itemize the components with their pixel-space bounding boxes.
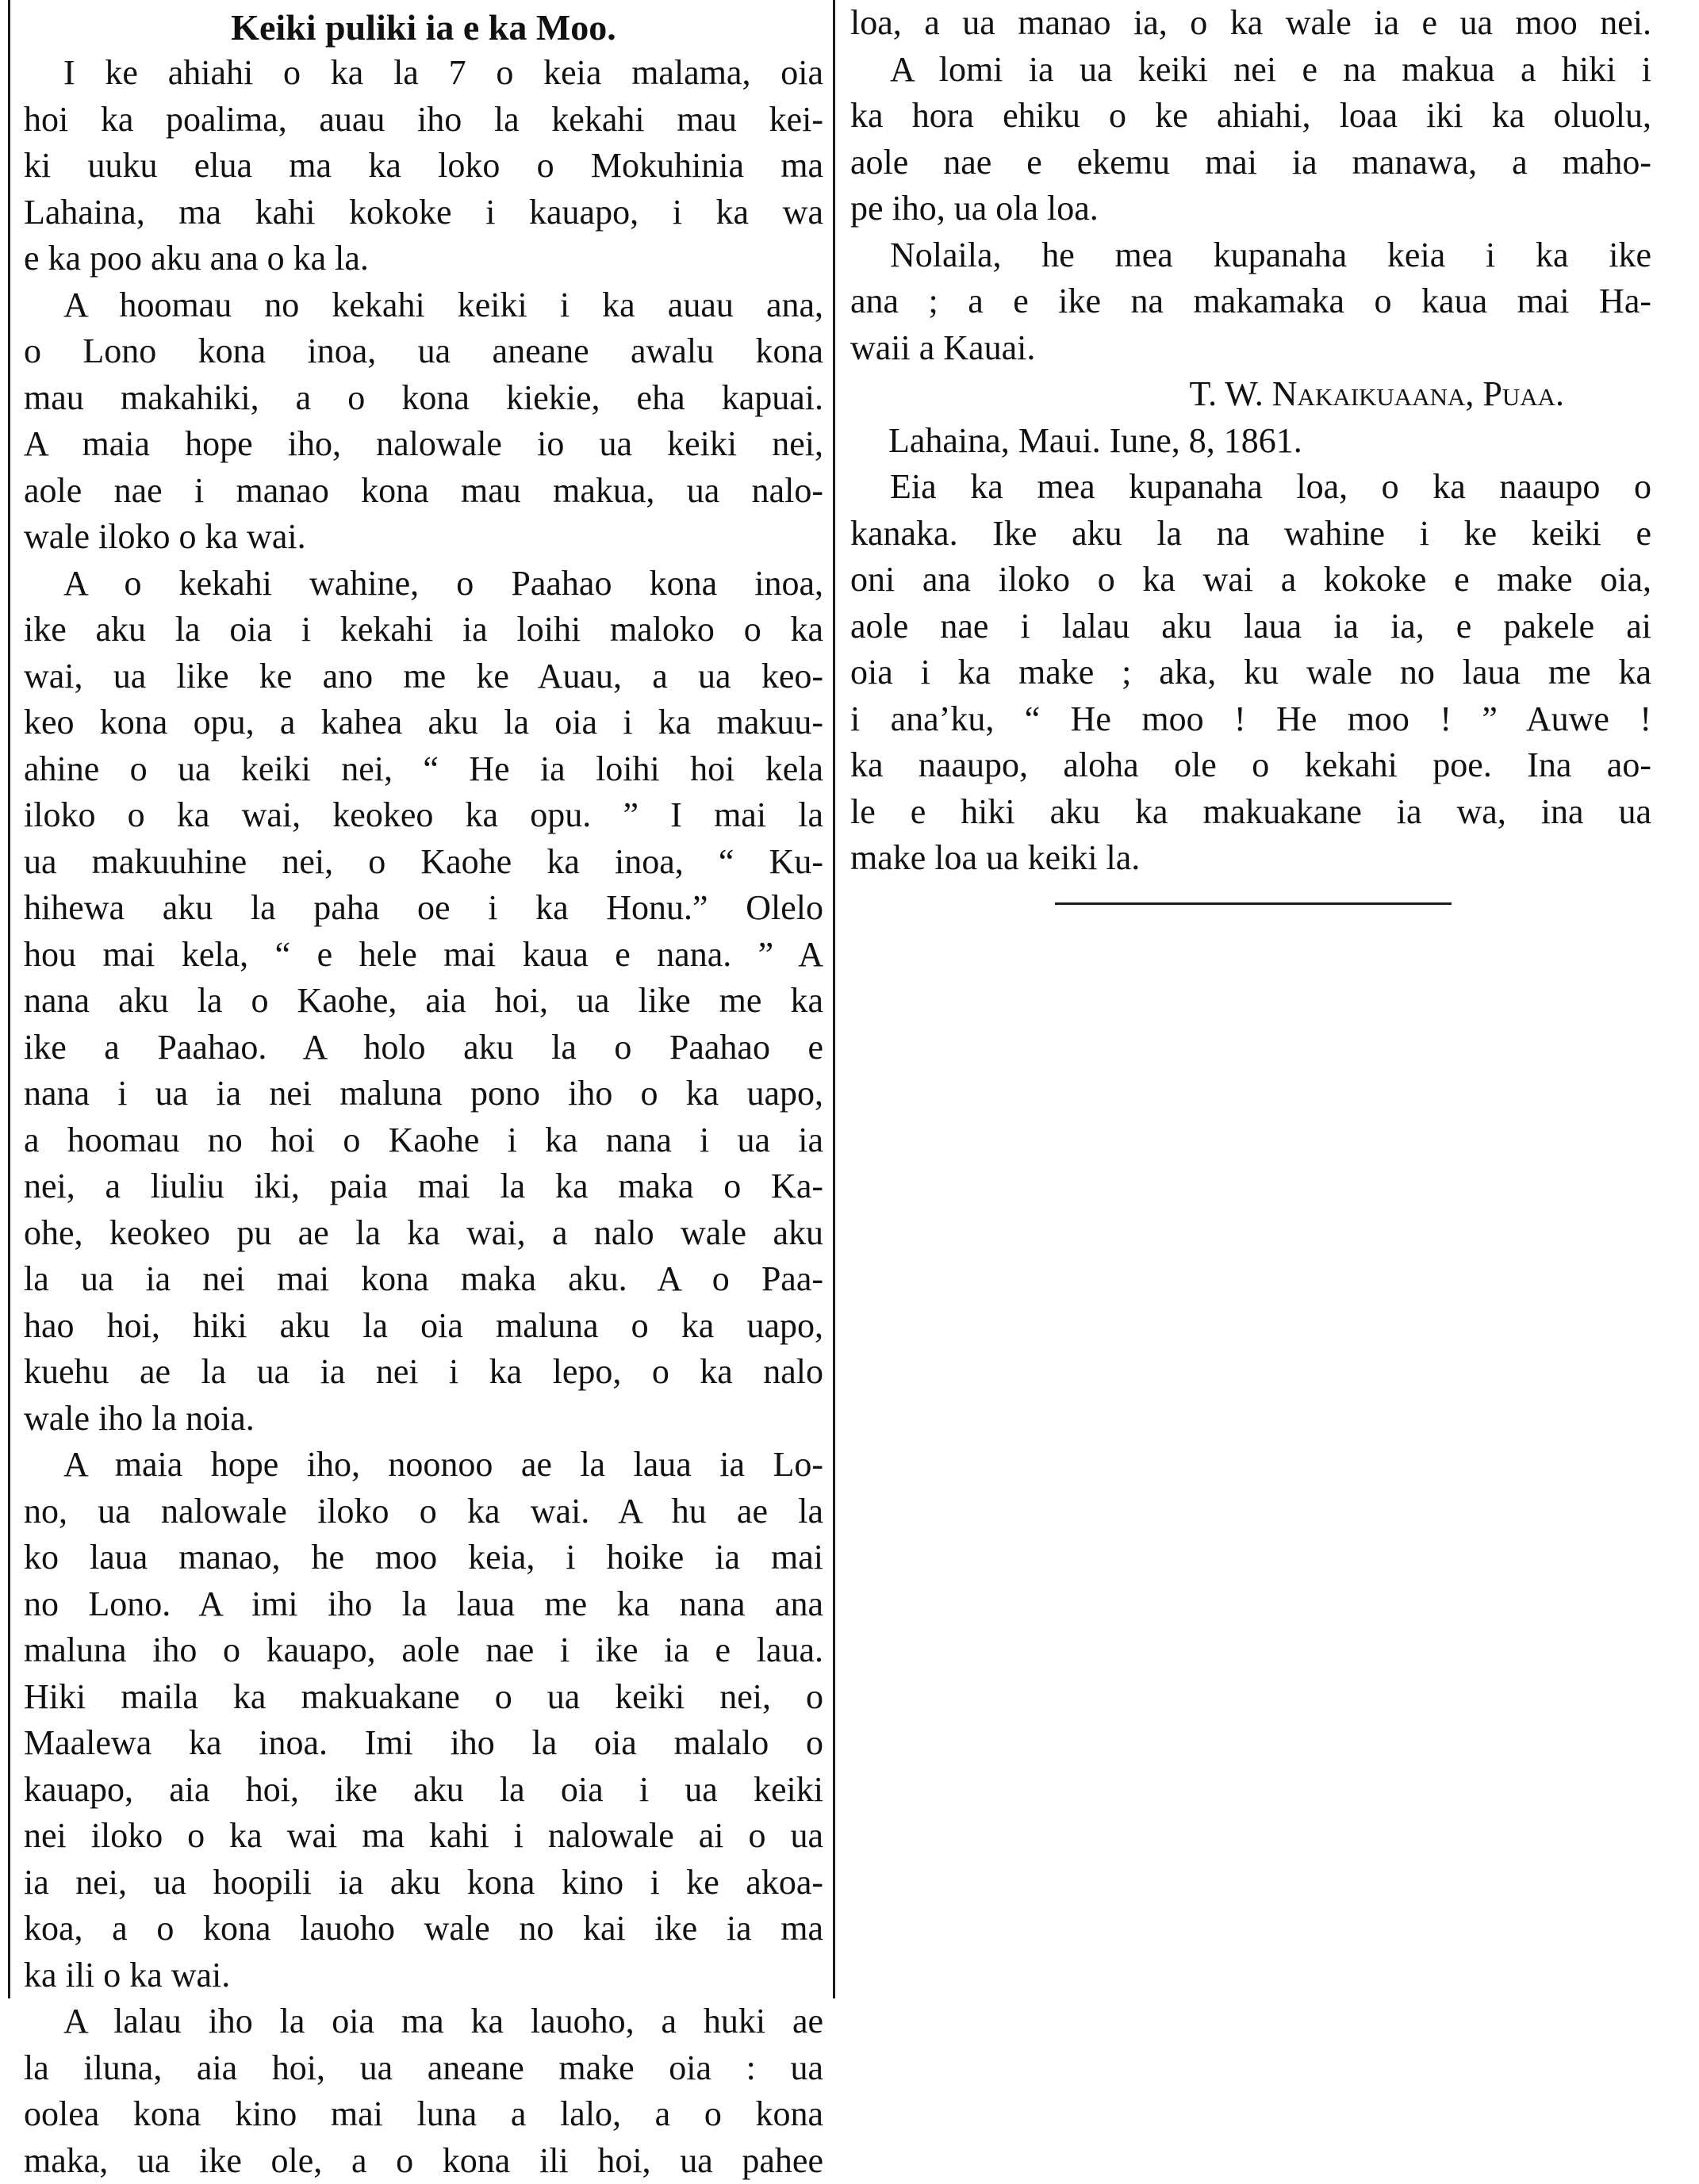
text-line: hao hoi, hiki aku la oia maluna o ka uapo, (24, 1303, 823, 1350)
text-line: Maalewa ka inoa. Imi iho la oia malalo o (24, 1720, 823, 1767)
text-line: A lalau iho la oia ma ka lauoho, a huki ae (24, 1998, 823, 2045)
text-line: Eia ka mea kupanaha loa, o ka naaupo o (850, 464, 1651, 511)
text-line: I ke ahiahi o ka la 7 o keia malama, oia (24, 50, 823, 97)
author-signature: T. W. Nakaikuaana, Puaa. (850, 371, 1651, 418)
text-line: make loa ua keiki la. (850, 835, 1651, 882)
text-line: ike aku la oia i kekahi ia loihi maloko o ka (24, 607, 823, 653)
text-line: no Lono. A imi iho la laua me ka nana ana (24, 1581, 823, 1628)
text-line: nana i ua ia nei maluna pono iho o ka uapo, (24, 1071, 823, 1117)
text-line: iloko o ka wai, keokeo ka opu. ” I mai la (24, 792, 823, 839)
text-line: A maia hope iho, nalowale io ua keiki nei, (24, 421, 823, 468)
text-line: wale iho la noia. (24, 1396, 823, 1443)
text-line: nei iloko o ka wai ma kahi i nalowale ai o ua (24, 1813, 823, 1860)
editor-note-text (850, 464, 1651, 882)
text-line: loa, a ua manao ia, o ka wale ia e ua moo nei. (850, 0, 1651, 47)
left-column (24, 0, 823, 2184)
text-line: hihewa aku la paha oe i ka Honu.” Olelo (24, 885, 823, 932)
text-line: ko laua manao, he moo keia, i hoike ia mai (24, 1535, 823, 1581)
text-line: ahine o ua keiki nei, “ He ia loihi hoi kela (24, 746, 823, 793)
left-border-rule (8, 0, 10, 1998)
text-line: o Lono kona inoa, ua aneane awalu kona (24, 328, 823, 375)
text-line: hou mai kela, “ e hele mai kaua e nana. ” A (24, 932, 823, 979)
text-line: hoi ka poalima, auau iho la kekahi mau kei- (24, 97, 823, 144)
text-line: wale iloko o ka wai. (24, 514, 823, 561)
text-line: A maia hope iho, noonoo ae la laua ia Lo- (24, 1442, 823, 1489)
text-line: maluna iho o kauapo, aole nae i ike ia e laua. (24, 1627, 823, 1674)
text-line: oni ana iloko o ka wai a kokoke e make oia, (850, 557, 1651, 603)
text-line: nei, a liuliu iki, paia mai la ka maka o Ka- (24, 1163, 823, 1210)
text-line: la ua ia nei mai kona maka aku. A o Paa- (24, 1256, 823, 1303)
text-line: waii a Kauai. (850, 325, 1651, 372)
text-line: Hiki maila ka makuakane o ua keiki nei, o (24, 1674, 823, 1721)
text-line: kanaka. Ike aku la na wahine i ke keiki e (850, 511, 1651, 557)
right-column (850, 0, 1651, 905)
right-column-text (850, 0, 1651, 371)
text-line: i ana’ku, “ He moo ! He moo ! ” Auwe ! (850, 696, 1651, 743)
left-column-text (24, 50, 823, 2184)
text-line: kauapo, aia hoi, ike aku la oia i ua keiki (24, 1767, 823, 1814)
text-line: A o kekahi wahine, o Paahao kona inoa, (24, 561, 823, 607)
text-line: A lomi ia ua keiki nei e na makua a hiki i (850, 47, 1651, 94)
text-line: aole nae e ekemu mai ia manawa, a maho- (850, 140, 1651, 186)
text-line: Lahaina, ma kahi kokoke i kauapo, i ka wa (24, 190, 823, 236)
text-line: a hoomau no hoi o Kaohe i ka nana i ua ia (24, 1117, 823, 1164)
text-line: keo kona opu, a kahea aku la oia i ka makuu- (24, 699, 823, 746)
end-rule (1055, 902, 1452, 905)
text-line: oia i ka make ; aka, ku wale no laua me ka (850, 649, 1651, 696)
text-line: ohe, keokeo pu ae la ka wai, a nalo wale aku (24, 1210, 823, 1257)
text-line: aole nae i lalau aku laua ia ia, e pakele ai (850, 603, 1651, 650)
text-line: ka naaupo, aloha ole o kekahi poe. Ina ao- (850, 742, 1651, 789)
text-line: pe iho, ua ola loa. (850, 186, 1651, 232)
text-line: kuehu ae la ua ia nei i ka lepo, o ka nalo (24, 1349, 823, 1396)
text-line: oolea kona kino mai luna a lalo, a o kona (24, 2091, 823, 2138)
text-line: ka hora ehiku o ke ahiahi, loaa iki ka oluolu, (850, 93, 1651, 140)
text-line: Nolaila, he mea kupanaha keia i ka ike (850, 232, 1651, 279)
text-line: aole nae i manao kona mau makua, ua nalo- (24, 468, 823, 515)
text-line: mau makahiki, a o kona kiekie, eha kapuai. (24, 375, 823, 422)
text-line: ki uuku elua ma ka loko o Mokuhinia ma (24, 143, 823, 190)
column-divider-rule (833, 0, 835, 1998)
text-line: nana aku la o Kaohe, aia hoi, ua like me ka (24, 978, 823, 1025)
text-line: la iluna, aia hoi, ua aneane make oia : ua (24, 2045, 823, 2092)
text-line: koa, a o kona lauoho wale no kai ike ia ma (24, 1906, 823, 1952)
text-line: no, ua nalowale iloko o ka wai. A hu ae la (24, 1489, 823, 1535)
dateline: Lahaina, Maui. Iune, 8, 1861. (850, 418, 1651, 465)
text-line: ua makuuhine nei, o Kaohe ka inoa, “ Ku- (24, 839, 823, 886)
text-line: wai, ua like ke ano me ke Auau, a ua keo- (24, 653, 823, 700)
text-line: le e hiki aku ka makuakane ia wa, ina ua (850, 789, 1651, 836)
text-line: ana ; a e ike na makamaka o kaua mai Ha- (850, 278, 1651, 325)
text-line: ike a Paahao. A holo aku la o Paahao e (24, 1025, 823, 1071)
text-line: e ka poo aku ana o ka la. (24, 236, 823, 282)
text-line: ka ili o ka wai. (24, 1952, 823, 1999)
text-line: maka, ua ike ole, a o kona ili hoi, ua pahee (24, 2138, 823, 2184)
text-line: ia nei, ua hoopili ia aku kona kino i ke akoa- (24, 1860, 823, 1906)
text-line: A hoomau no kekahi keiki i ka auau ana, (24, 282, 823, 329)
article-title: Keiki puliki ia e ka Moo. (24, 0, 823, 52)
